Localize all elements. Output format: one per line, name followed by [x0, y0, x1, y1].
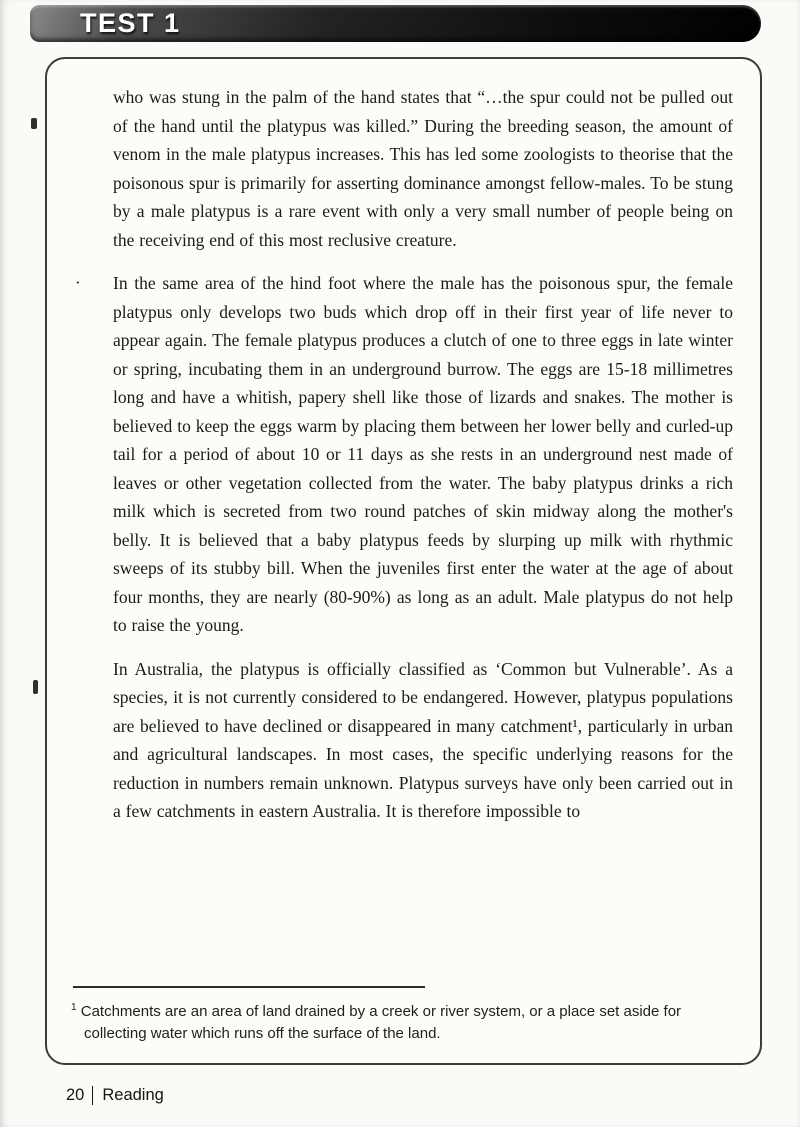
passage-text	[47, 59, 760, 826]
footnote-marker: 1	[71, 1002, 77, 1013]
test-banner	[30, 5, 761, 42]
footnote-area	[71, 986, 714, 1045]
footer-divider	[92, 1086, 93, 1105]
test-title: TEST 1	[80, 8, 181, 38]
page-number: 20	[66, 1086, 85, 1104]
page-footer	[66, 1086, 164, 1105]
footnote-divider	[73, 986, 425, 988]
footnote-text: Catchments are an area of land drained by a creek or river system, or a place set aside for collecting water which runs off the surface of the land.	[80, 1003, 682, 1042]
paragraph	[75, 269, 733, 640]
bullet-marker: ·	[75, 273, 81, 292]
scan-artifact	[33, 680, 38, 694]
paragraph-text: In the same area of the hind foot where the male has the poisonous spur, the female platypus only develops two buds which drop off in their first year of life never to appear again. The female platypus produces a clutch of one to three eggs in late winter or spring, incubating them in an underground burrow. The eggs are 15-18 millimetres long and have a whitish, papery shell like those of lizards and snakes. The mother is believed to keep the eggs warm by placing them between her lower belly and curled-up tail for a period of about 10 or 11 days as she rests in an underground nest made of leaves or other vegetation collected from the water. The baby platypus drinks a rich milk which is secreted from two round patches of skin midway along the mother's belly. It is believed that a baby platypus feeds by slurping up milk with rhythmic sweeps of its stubby bill. When the juveniles first enter the water at the age of about four months, they are nearly (80-90%) as long as an adult. Male platypus do not help to raise the young.	[113, 273, 733, 635]
reading-passage-box	[45, 57, 762, 1065]
paragraph-text: who was stung in the palm of the hand states that “…the spur could not be pulled out of the hand until the platypus was killed.” During the breeding season, the amount of venom in the male platypus increases. This has led some zoologists to theorise that the poisonous spur is primarily for asserting dominance amongst fellow-males. To be stung by a male platypus is a rare event with only a very small number of people being on the receiving end of this most reclusive creature.	[113, 87, 733, 250]
section-label: Reading	[102, 1086, 164, 1104]
scan-artifact	[31, 118, 37, 129]
footnote	[71, 1001, 714, 1045]
paragraph	[113, 83, 733, 254]
paragraph-text: In Australia, the platypus is officially classified as ‘Common but Vulnerable’. As a species, it is not currently considered to be endangered. However, platypus populations are believed to have declined or disappeared in many catchment¹, particularly in urban and agricultural landscapes. In most cases, the specific underlying reasons for the reduction in numbers remain unknown. Platypus surveys have only been carried out in a few catchments in eastern Australia. It is therefore impossible to	[113, 658, 733, 821]
paragraph	[113, 655, 733, 826]
